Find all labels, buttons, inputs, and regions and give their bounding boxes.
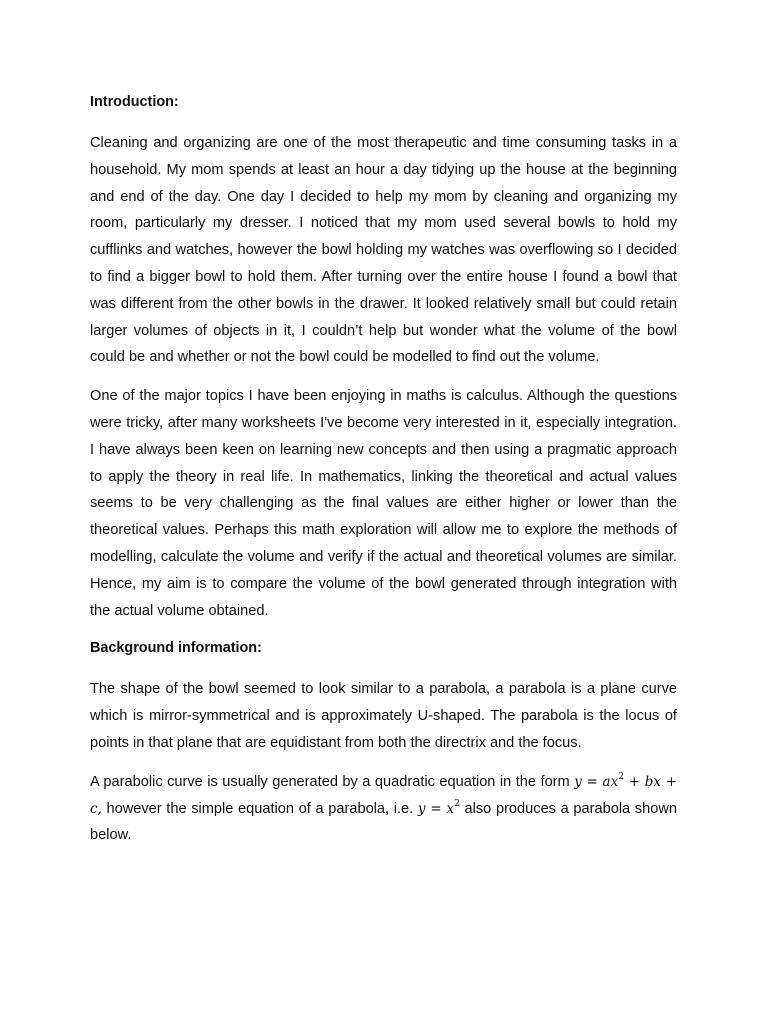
simple-eq-lhs: y = x bbox=[417, 800, 455, 817]
document-page bbox=[90, 92, 677, 861]
introduction-heading: Introduction: bbox=[90, 94, 179, 110]
bg2-text-3: also produces a parabola shown below. bbox=[90, 800, 677, 844]
quadratic-eq-exponent: 2 bbox=[618, 771, 624, 782]
quadratic-eq-lhs: y = ax bbox=[574, 773, 619, 790]
bg2-text-2: however the simple equation of a parabola, i.e. bbox=[101, 800, 418, 817]
bg2-text-1: A parabolic curve is usually generated by a quadratic equation in the form bbox=[90, 773, 575, 790]
simple-eq-exponent: 2 bbox=[454, 798, 460, 809]
background-heading: Background information: bbox=[90, 640, 262, 657]
background-paragraph-2 bbox=[90, 769, 677, 849]
intro-paragraph-1: Cleaning and organizing are one of the most therapeutic and time consuming tasks in a household. My mom spends at least an hour a day tidying up the house at the beginning and end of the day. One day I decided to help my mom by cleaning and organizing my room, particularly my dresser. I noticed that my mom used several bowls to hold my cufflinks and watches, however the bowl holding my watches was overflowing so I decided to find a bigger bowl to hold them. After turning over the entire house I found a bowl that was different from the other bowls in the drawer. It looked relatively small but could retain larger volumes of objects in it, I couldn’t help but wonder what the volume of the bowl could be and whether or not the bowl could be modelled to find out the volume. bbox=[90, 135, 677, 366]
quadratic-eq-rhs: + bx + c, bbox=[90, 773, 677, 817]
background-paragraph-1: The shape of the bowl seemed to look similar to a parabola, a parabola is a plane curve which is mirror-symmetrical and is approximately U-shaped. The parabola is the locus of points in that plane that are equidistant from both the directrix and the focus. bbox=[90, 681, 677, 751]
intro-paragraph-2: One of the major topics I have been enjoying in maths is calculus. Although the questions were tricky, after many worksheets I've become very interested in it, especially integration. I have always been keen on learning new concepts and then using a pragmatic approach to apply the theory in real life. In mathematics, linking the theoretical and actual values seems to be very challenging as the final values are either higher or lower than the theoretical values. Perhaps this math exploration will allow me to explore the methods of modelling, calculate the volume and verify if the actual and theoretical volumes are similar. Hence, my aim is to compare the volume of the bowl generated through integration with the actual volume obtained. bbox=[90, 388, 677, 619]
simple-parabola-equation bbox=[417, 798, 460, 817]
